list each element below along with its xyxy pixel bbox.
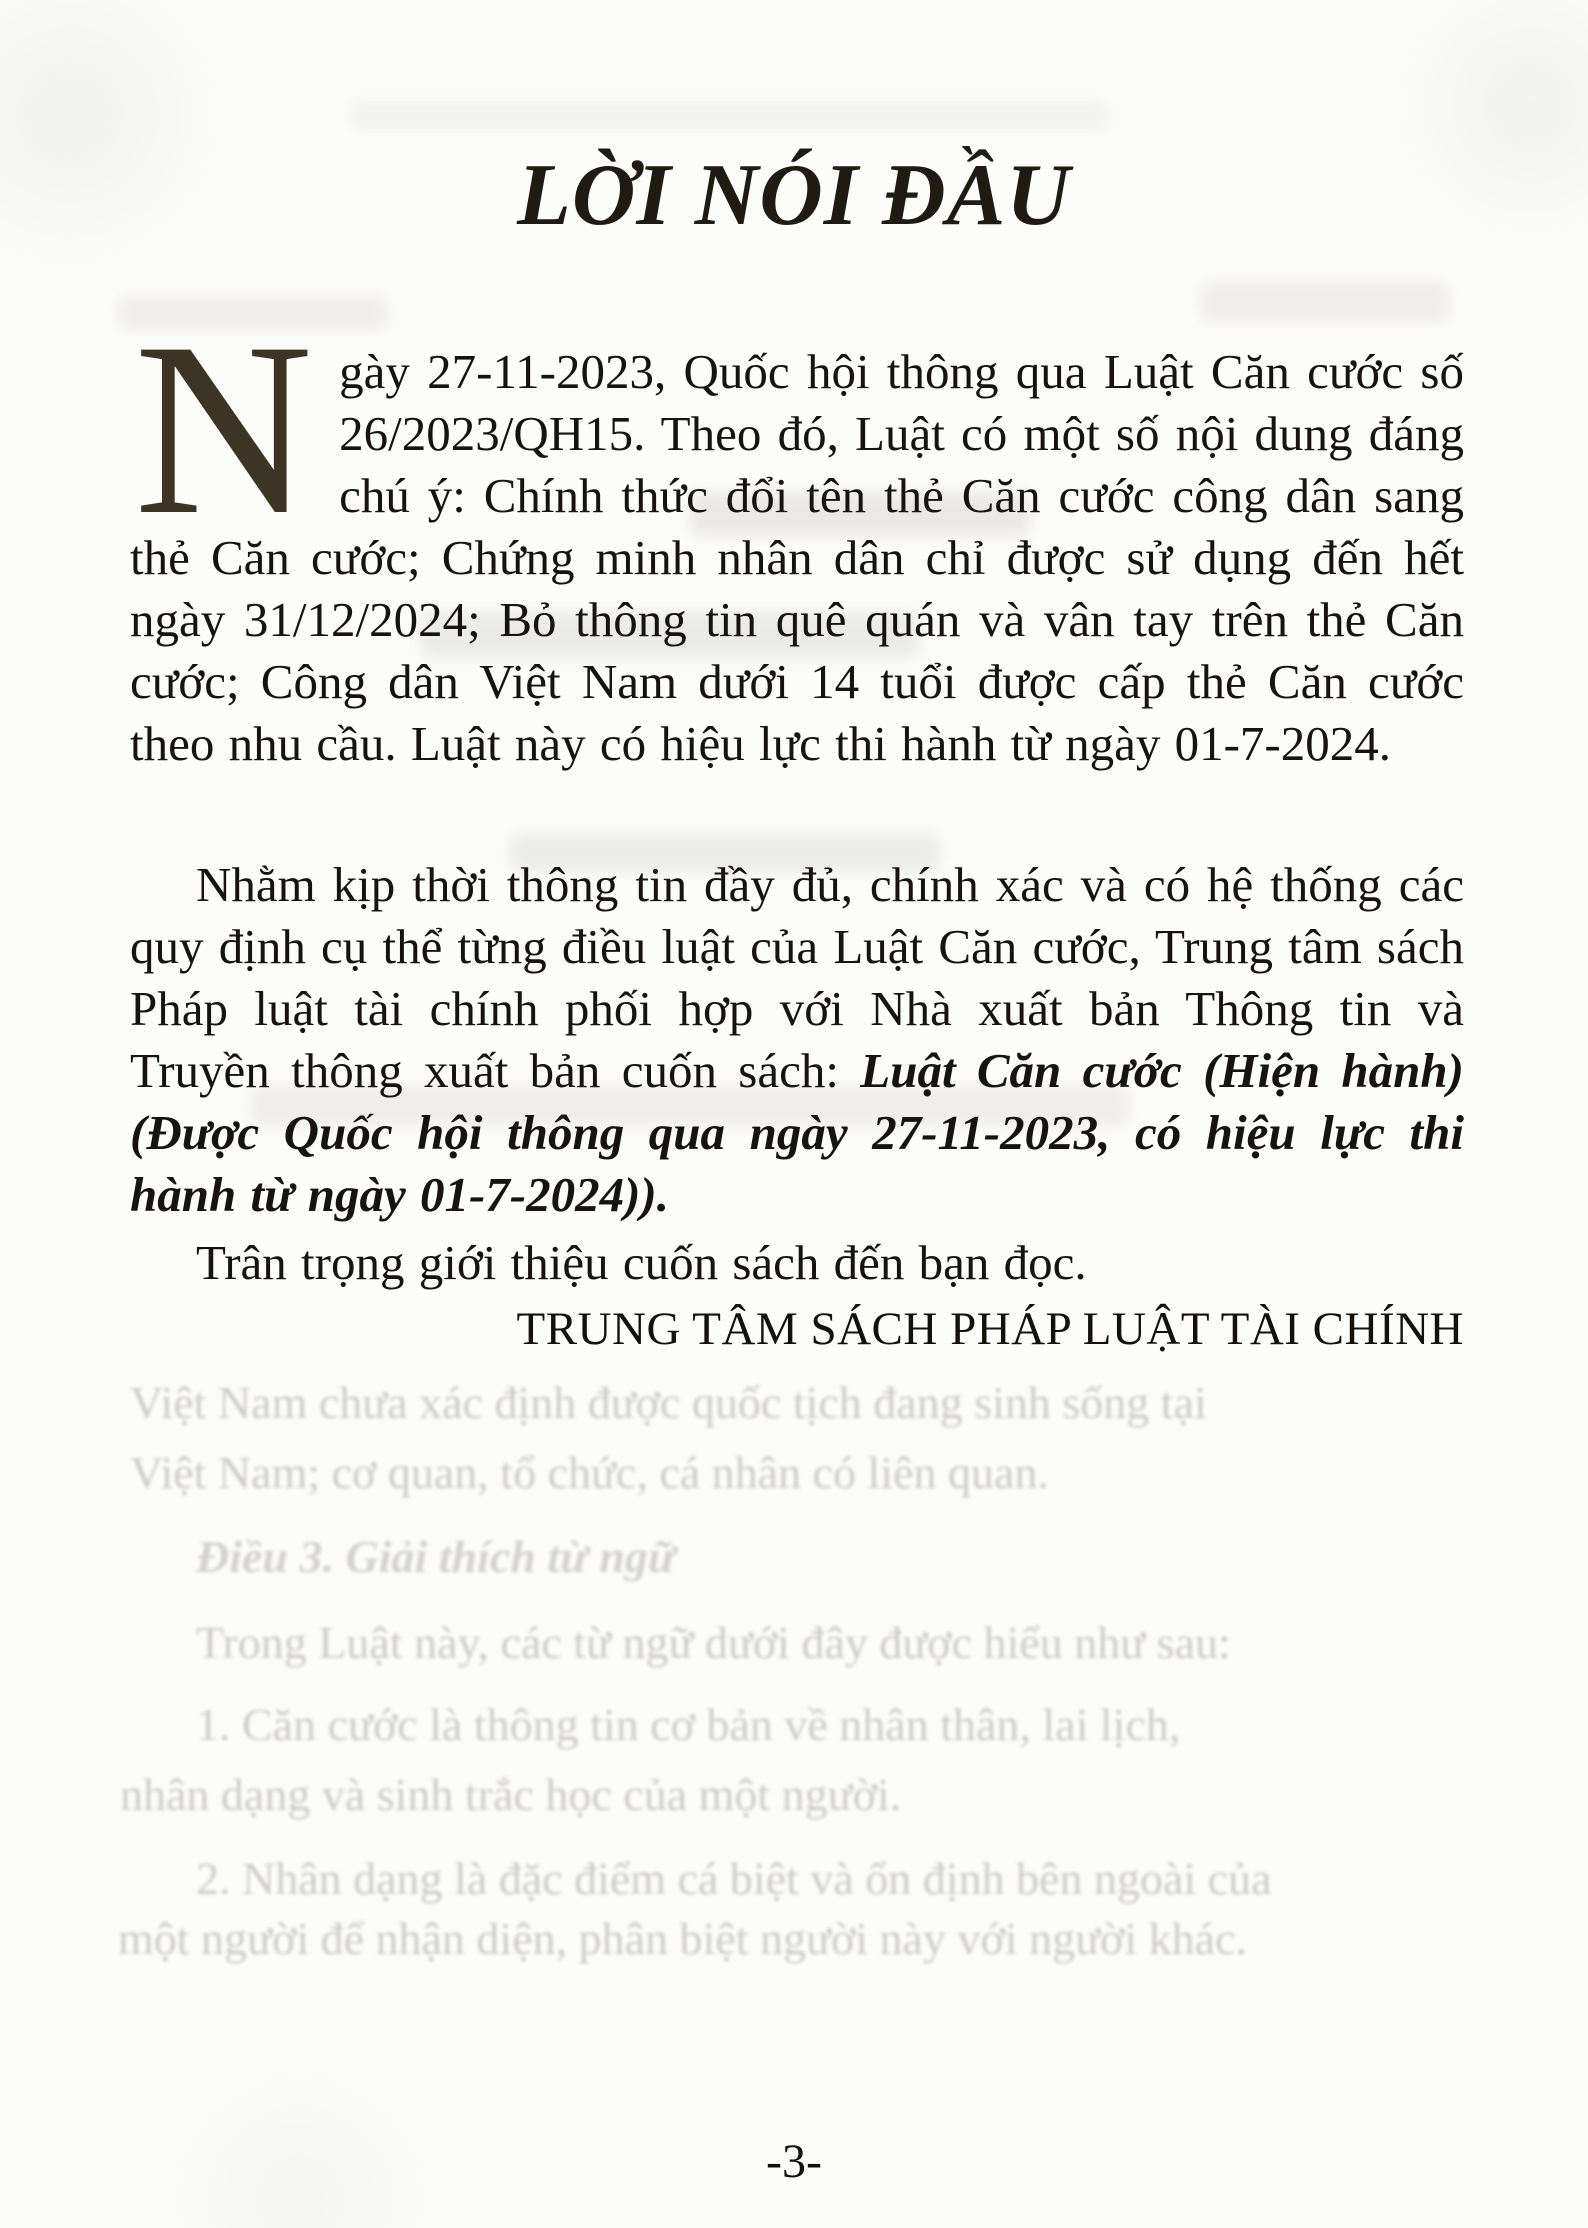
bleed-through-line: Điều 3. Giải thích từ ngữ xyxy=(196,1531,676,1582)
bleed-through-line: Việt Nam chưa xác định được quốc tịch đang sinh sống tại xyxy=(130,1377,1207,1428)
page-title: LỜI NÓI ĐẦU xyxy=(517,147,1071,244)
book-title-emphasis: Luật Căn cước (Hiện hành) (Được Quốc hội thông qua ngày 27-11-2023, có hiệu lực thi hành từ ngày 01-7-2024)). xyxy=(130,1043,1464,1222)
bleed-through-line: nhân dạng và sinh trắc học của một người. xyxy=(120,1769,902,1820)
bleed-through-line: một người để nhận diện, phân biệt người này với người khác. xyxy=(118,1913,1247,1964)
publisher-signature: TRUNG TÂM SÁCH PHÁP LUẬT TÀI CHÍNH xyxy=(516,1303,1464,1355)
bleed-through-line: Việt Nam; cơ quan, tổ chức, cá nhân có liên quan. xyxy=(130,1447,1049,1498)
bleed-through-line: 2. Nhân dạng là đặc điểm cá biệt và ổn định bên ngoài của xyxy=(196,1853,1272,1904)
preface-paragraph-2 xyxy=(130,854,1464,1226)
bleed-through-line: Trong Luật này, các từ ngữ dưới đây được hiểu như sau: xyxy=(196,1617,1231,1668)
drop-cap: N xyxy=(134,291,314,566)
bleed-through-line: 1. Căn cước là thông tin cơ bản về nhân thân, lai lịch, xyxy=(196,1699,1181,1750)
scan-smudge xyxy=(350,100,1110,130)
paragraph-1-text: gày 27-11-2023, Quốc hội thông qua Luật Căn cước số 26/2023/QH15. Theo đó, Luật có một số nội dung đáng chú ý: Chính thức đổi tên thẻ Căn cước công dân sang thẻ Căn cước; Chứng minh nhân dân chỉ được sử dụng đến hết ngày 31/12/2024; Bỏ thông tin quê quán và vân tay trên thẻ Căn cước; Công dân Việt Nam dưới 14 tuổi được cấp thẻ Căn cước theo nhu cầu. Luật này có hiệu lực thi hành từ ngày 01-7-2024. xyxy=(130,344,1464,771)
page-number: -3- xyxy=(766,2135,822,2188)
preface-paragraph-1 xyxy=(130,291,1464,775)
closing-line: Trân trọng giới thiệu cuốn sách đến bạn đọc. xyxy=(196,1235,1087,1290)
paragraph-2-text: Nhằm kịp thời thông tin đầy đủ, chính xác và có hệ thống các quy định cụ thể từng điều luật của Luật Căn cước, Trung tâm sách Pháp luật tài chính phối hợp với Nhà xuất bản Thông tin và Truyền thông xuất bản cuốn sách: xyxy=(130,857,1464,1098)
scan-smudge xyxy=(1200,282,1450,322)
